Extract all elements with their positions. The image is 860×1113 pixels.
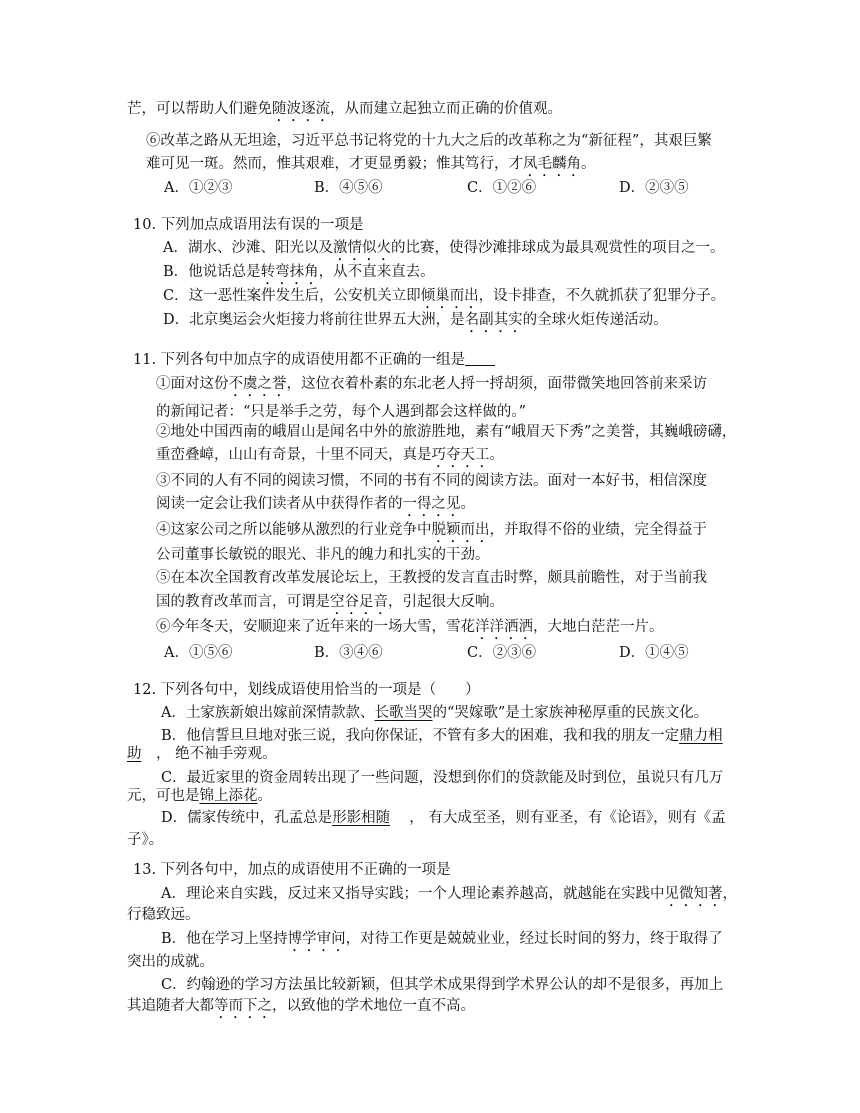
text-line: 其追随者大都等而下之，以致他的学术地位一直不高。 xyxy=(127,998,475,1014)
text-line: 子》。 xyxy=(127,832,164,848)
text-line: 重峦叠嶂，山山有奇景，十里不同天，真是巧夺天工。 xyxy=(156,447,504,463)
question-title: 11. 下列各句中加点字的成语使用都不正确的一组是 xyxy=(133,350,495,370)
emphasized-idiom: 博学审问 xyxy=(287,931,346,947)
text-line: ⑥今年冬天，安顺迎来了近年来的一场大雪，雪花洋洋洒洒，大地白茫茫一片。 xyxy=(156,619,664,635)
emphasized-idiom: 随波逐流 xyxy=(272,101,330,117)
question-title: 10. 下列加点成语用法有误的一项是 xyxy=(133,217,364,233)
answer-blank xyxy=(465,351,495,366)
option-a: A．湖水、沙滩、阳光以及激情似火的比赛，使得沙滩排球成为最具观赏性的项目之一。 xyxy=(163,240,725,256)
text-line: 突出的成就。 xyxy=(127,954,214,970)
emphasized-idiom: 见微知著 xyxy=(664,886,723,902)
text-line: 阅读一定会让我们读者从中获得作者的一得之见。 xyxy=(156,496,475,512)
option-d: D．儒家传统中，孔孟总是形影相随 ， 有大成至圣，则有亚圣，有《论语》，则有《孟 xyxy=(161,810,726,826)
underlined-idiom: 鼎力相 xyxy=(679,728,723,744)
emphasized-idiom: 名副其实 xyxy=(464,312,523,328)
option-d: D．②③⑤ xyxy=(619,180,689,196)
underlined-idiom: 长歌当哭 xyxy=(374,705,433,721)
text-line: ①面对这份不虞之誉，这位衣着朴素的东北老人捋一捋胡须，面带微笑地回答前来采访 xyxy=(156,376,707,392)
option-c: C．①②⑥ xyxy=(467,180,537,196)
text-line: 的新闻记者：“只是举手之劳，每个人遇到都会这样做的。” xyxy=(156,404,527,420)
option-c: C．这一恶性案件发生后，公安机关立即倾巢而出，设卡排查，不久就抓获了犯罪分子。 xyxy=(163,288,726,304)
question-title: 12. 下列各句中，划线成语使用恰当的一项是（ ） xyxy=(133,682,480,698)
question-title: 13. 下列各句中，加点的成语使用不正确的一项是 xyxy=(133,862,451,878)
option-c: C．约翰逊的学习方法虽比较新颖，但其学术成果得到学术界公认的却不是很多，再加上 xyxy=(161,977,724,993)
emphasized-idiom: 激情似火 xyxy=(332,240,391,256)
text-line: 芒，可以帮助人们避免随波逐流，从而建立起独立而正确的价值观。 xyxy=(127,101,562,117)
emphasized-idiom: 巧夺天工 xyxy=(431,447,490,463)
emphasized-idiom: 脱颖而出 xyxy=(431,522,490,538)
underlined-idiom: 锦上添花 xyxy=(199,788,258,804)
emphasized-idiom: 不虞之誉 xyxy=(228,376,287,392)
emphasized-idiom: 一得之见 xyxy=(402,496,461,512)
option-b: B．③④⑥ xyxy=(314,645,383,661)
underlined-idiom: 助 xyxy=(127,746,142,762)
text-line: ④这家公司之所以能够从激烈的行业竞争中脱颖而出，并取得不俗的业绩，完全得益于 xyxy=(156,522,707,538)
emphasized-idiom: 转弯抹角 xyxy=(260,264,319,280)
option-d: D．北京奥运会火炬接力将前往世界五大洲，是名副其实的全球火炬传递活动。 xyxy=(163,312,668,328)
option-a: A．①⑤⑥ xyxy=(164,645,233,661)
option-b: B．他说话总是转弯抹角，从不直来直去。 xyxy=(163,264,435,280)
text-line: 公司董事长敏锐的眼光、非凡的魄力和扎实的干劲。 xyxy=(156,547,490,563)
underlined-idiom: 形影相随 xyxy=(332,810,391,826)
option-c: C．最近家里的资金周转出现了一些问题，没想到你们的贷款能及时到位，虽说只有几万 xyxy=(161,770,724,786)
option-a: A．土家族新娘出嫁前深情款款、长歌当哭的“哭嫁歌”是土家族神秘厚重的民族文化。 xyxy=(161,705,709,721)
text-line: ③不同的人有不同的阅读习惯，不同的书有不同的阅读方法。面对一本好书，相信深度 xyxy=(156,473,707,489)
text-line: 助 ， 绝不袖手旁观。 xyxy=(127,746,277,762)
option-a: A．①②③ xyxy=(164,180,233,196)
option-b: B．④⑤⑥ xyxy=(314,180,383,196)
text-line: 国的教育改革而言，可谓是空谷足音，引起很大反响。 xyxy=(156,594,504,610)
option-b: B．他在学习上坚持博学审问，对待工作更是兢兢业业，经过长时间的努力，终于取得了 xyxy=(161,931,723,947)
emphasized-idiom: 洋洋洒洒 xyxy=(475,619,533,635)
text-line: ⑤在本次全国教育改革发展论坛上，王教授的发言直击时弊，颇具前瞻性，对于当前我 xyxy=(156,570,707,586)
text-line: 行稳致远。 xyxy=(127,907,200,923)
emphasized-idiom: 等而下之 xyxy=(214,998,272,1014)
text-line: ⑥改革之路从无坦途，习近平总书记将党的十九大之后的改革称之为“新征程”，其艰巨繁 xyxy=(146,133,712,149)
text-line: 难可见一斑。然而，惟其艰难，才更显勇毅；惟其笃行，才凤毛麟角。 xyxy=(146,156,596,172)
option-b: B．他信誓旦旦地对张三说，我向你保证，不管有多大的困难，我和我的朋友一定鼎力相 xyxy=(161,728,723,744)
emphasized-idiom: 空谷足音 xyxy=(330,594,388,610)
text-line: ②地处中国西南的峨眉山是闻名中外的旅游胜地，素有“峨眉天下秀”之美誉，其巍峨磅礴， xyxy=(156,424,737,440)
emphasized-idiom: 凤毛麟角 xyxy=(523,156,581,172)
option-a: A．理论来自实践，反过来又指导实践；一个人理论素养越高，就越能在实践中见微知著， xyxy=(161,886,737,902)
option-c: C．②③⑥ xyxy=(467,645,537,661)
text-line: 元，可也是锦上添花。 xyxy=(127,788,272,804)
option-d: D．①④⑤ xyxy=(619,645,689,661)
emphasized-idiom: 倾巢而出 xyxy=(420,288,479,304)
